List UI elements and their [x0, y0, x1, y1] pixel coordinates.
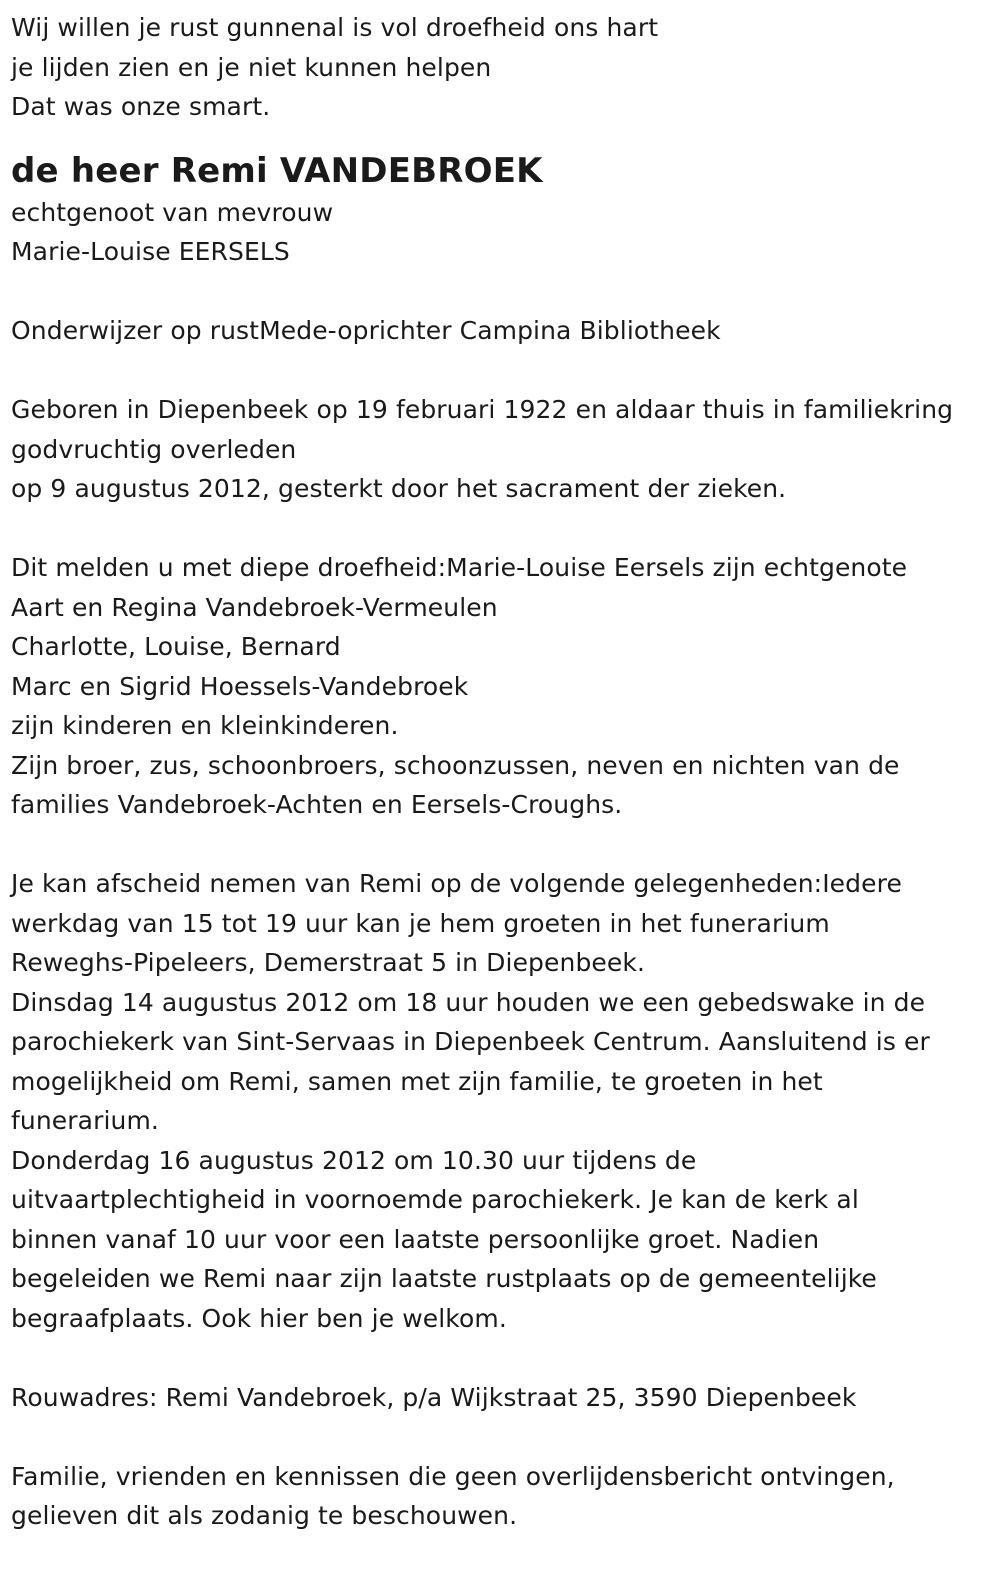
farewell-line: Reweghs-Pipeleers, Demerstraat 5 in Diepenbeek.	[11, 948, 645, 977]
farewell-block	[11, 864, 1000, 1338]
spacer	[11, 509, 1000, 549]
farewell-line: begeleiden we Remi naar zijn laatste rustplaats op de gemeentelijke	[11, 1264, 877, 1293]
birth-death-line: Geboren in Diepenbeek op 19 februari 1922 en aldaar thuis in familiekring	[11, 395, 954, 424]
farewell-line: binnen vanaf 10 uur voor een laatste persoonlijke groet. Nadien	[11, 1224, 820, 1254]
spacer	[11, 1417, 1000, 1457]
farewell-line: funerarium.	[11, 1106, 159, 1135]
poem-line: je lijden zien en je niet kunnen helpen	[11, 52, 492, 82]
closing-block	[11, 1457, 1000, 1536]
birth-death-block	[11, 390, 1000, 509]
farewell-line: begraafplaats. Ook hier ben je welkom.	[11, 1303, 507, 1333]
announcers-block	[11, 548, 1000, 825]
poem-block	[11, 8, 1000, 127]
relation-line: echtgenoot van mevrouw	[11, 197, 334, 227]
announcer-line: Marc en Sigrid Hoessels-Vandebroek	[11, 671, 469, 701]
poem-line: Dat was onze smart.	[11, 92, 271, 121]
spacer	[11, 351, 1000, 391]
announcer-line: Dit melden u met diepe droefheid:Marie-Louise Eersels zijn echtgenote	[11, 553, 908, 582]
relation-block	[11, 193, 1000, 272]
announcer-line: zijn kinderen en kleinkinderen.	[11, 711, 399, 740]
spacer	[11, 825, 1000, 865]
poem-line: Wij willen je rust gunnenal is vol droefheid ons hart	[11, 13, 659, 42]
birth-death-line: op 9 augustus 2012, gesterkt door het sacrament der zieken.	[11, 474, 787, 503]
relation-line: Marie-Louise EERSELS	[11, 237, 290, 266]
deceased-name: de heer Remi VANDEBROEK	[11, 150, 543, 191]
closing-line: gelieven dit als zodanig te beschouwen.	[11, 1501, 518, 1530]
closing-line: Familie, vrienden en kennissen die geen overlijdensbericht ontvingen,	[11, 1461, 895, 1491]
farewell-line: uitvaartplechtigheid in voornoemde parochiekerk. Je kan de kerk al	[11, 1185, 859, 1214]
announcer-line: families Vandebroek-Achten en Eersels-Croughs.	[11, 790, 623, 819]
announcer-line: Zijn broer, zus, schoonbroers, schoonzussen, neven en nichten van de	[11, 750, 900, 780]
farewell-line: Dinsdag 14 augustus 2012 om 18 uur houden we een gebedswake in de	[11, 987, 926, 1017]
spacer	[11, 1338, 1000, 1378]
announcer-line: Charlotte, Louise, Bernard	[11, 632, 341, 661]
farewell-line: Donderdag 16 augustus 2012 om 10.30 uur tijdens de	[11, 1145, 697, 1175]
occupation-line: Onderwijzer op rustMede-oprichter Campina Bibliotheek	[11, 316, 721, 345]
spacer	[11, 272, 1000, 312]
address-line: Rouwadres: Remi Vandebroek, p/a Wijkstraat 25, 3590 Diepenbeek	[11, 1382, 857, 1412]
birth-death-line: godvruchtig overleden	[11, 434, 297, 464]
announcer-line: Aart en Regina Vandebroek-Vermeulen	[11, 592, 498, 622]
farewell-line: werkdag van 15 tot 19 uur kan je hem groeten in het funerarium	[11, 908, 830, 938]
farewell-line: parochiekerk van Sint-Servaas in Diepenbeek Centrum. Aansluitend is er	[11, 1027, 930, 1056]
farewell-line: Je kan afscheid nemen van Remi op de volgende gelegenheden:Iedere	[11, 869, 902, 898]
farewell-line: mogelijkheid om Remi, samen met zijn familie, te groeten in het	[11, 1066, 823, 1096]
